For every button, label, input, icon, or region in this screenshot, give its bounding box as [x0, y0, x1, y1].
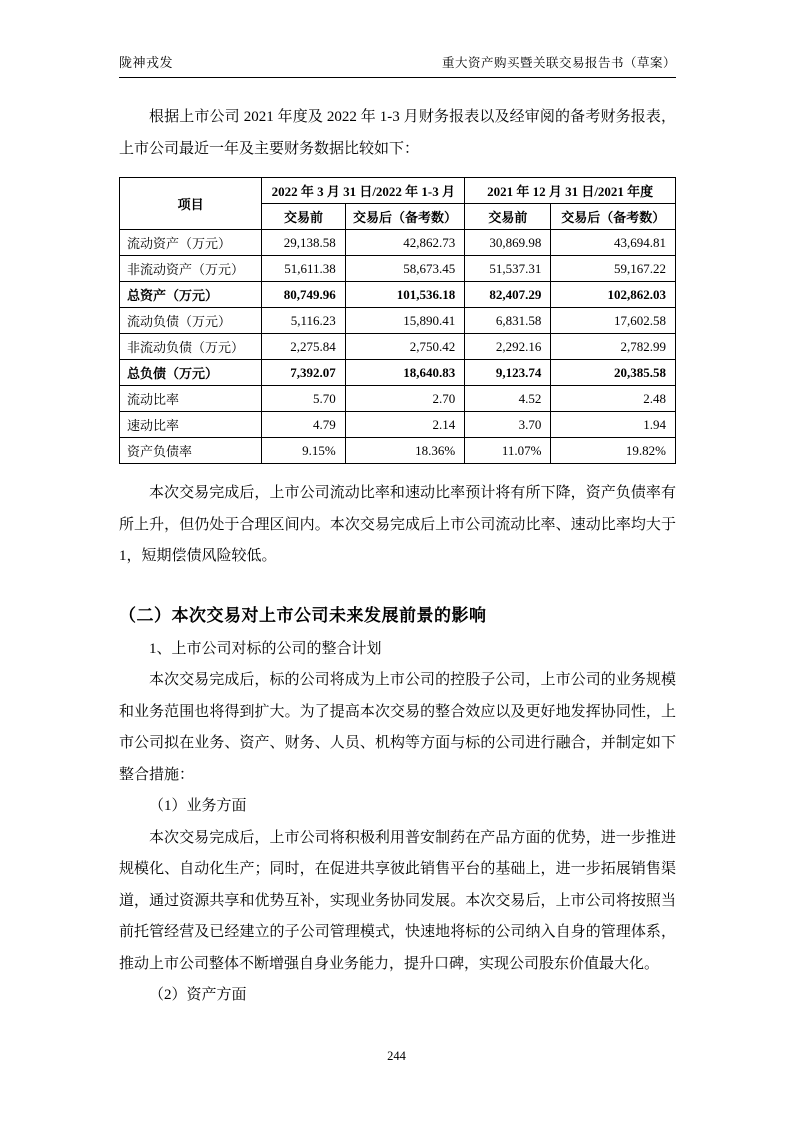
cell-value: 42,862.73: [345, 230, 465, 256]
cell-value: 4.52: [465, 386, 551, 412]
financial-comparison-table: [119, 177, 676, 464]
integration-paragraph: 本次交易完成后，标的公司将成为上市公司的控股子公司，上市公司的业务规模和业务范围也将得到扩大。为了提高本次交易的整合效应以及更好地发挥协同性，上市公司拟在业务、资产、财务、人员、机构等方面与标的公司进行融合，并制定如下整合措施：: [119, 672, 676, 783]
cell-value: 43,694.81: [551, 230, 676, 256]
cell-value: 2,782.99: [551, 334, 676, 360]
table-header-before-2022: 交易前: [262, 204, 345, 230]
cell-value: 59,167.22: [551, 256, 676, 282]
table-header-period-2021: 2021 年 12 月 31 日/2021 年度: [465, 178, 676, 204]
row-label: 流动负债（万元）: [120, 308, 262, 334]
cell-value: 2.70: [345, 386, 465, 412]
table-row-total-assets: [120, 282, 676, 308]
table-header-after-2021: 交易后（备考数）: [551, 204, 676, 230]
table-header-after-2022: 交易后（备考数）: [345, 204, 465, 230]
table-row-total-liabilities: [120, 360, 676, 386]
table-row-current-assets: [120, 230, 676, 256]
cell-value: 7,392.07: [262, 360, 345, 386]
cell-value: 2.48: [551, 386, 676, 412]
sub-heading-assets: （2）资产方面: [149, 987, 247, 1003]
cell-value: 4.79: [262, 412, 345, 438]
cell-value: 101,536.18: [345, 282, 465, 308]
cell-value: 51,537.31: [465, 256, 551, 282]
table-head: [120, 178, 676, 230]
cell-value: 29,138.58: [262, 230, 345, 256]
sub-heading-business: （1）业务方面: [149, 798, 247, 814]
table-row-noncurrent-liabilities: [120, 334, 676, 360]
cell-value: 2.14: [345, 412, 465, 438]
page-number: 244: [387, 1049, 406, 1063]
cell-value: 5,116.23: [262, 308, 345, 334]
table-header-row-groups: [120, 178, 676, 204]
row-label: 非流动资产（万元）: [120, 256, 262, 282]
business-paragraph: 本次交易完成后，上市公司将积极利用普安制药在产品方面的优势，进一步推进规模化、自动化生产；同时，在促进共享彼此销售平台的基础上，进一步拓展销售渠道，通过资源共享和优势互补，实现业务协同发展。本次交易后，上市公司将按照当前托管经营及已经建立的子公司管理模式，快速地将标的公司纳入自身的管理体系，推动上市公司整体不断增强自身业务能力，提升口碑，实现公司股东价值最大化。: [119, 829, 676, 972]
cell-value: 1.94: [551, 412, 676, 438]
row-label: 总负债（万元）: [120, 360, 262, 386]
cell-value: 15,890.41: [345, 308, 465, 334]
table-body: [120, 230, 676, 464]
cell-value: 58,673.45: [345, 256, 465, 282]
cell-value: 20,385.58: [551, 360, 676, 386]
row-label: 速动比率: [120, 412, 262, 438]
row-label: 流动资产（万元）: [120, 230, 262, 256]
row-label: 总资产（万元）: [120, 282, 262, 308]
table-row-current-ratio: [120, 386, 676, 412]
table-row-current-liabilities: [120, 308, 676, 334]
table-header-period-2022: 2022 年 3 月 31 日/2022 年 1-3 月: [262, 178, 465, 204]
cell-value: 9.15%: [262, 438, 345, 464]
cell-value: 51,611.38: [262, 256, 345, 282]
cell-value: 2,275.84: [262, 334, 345, 360]
cell-value: 3.70: [465, 412, 551, 438]
cell-value: 2,292.16: [465, 334, 551, 360]
row-label: 流动比率: [120, 386, 262, 412]
table-row-debt-ratio: [120, 438, 676, 464]
cell-value: 19.82%: [551, 438, 676, 464]
cell-value: 11.07%: [465, 438, 551, 464]
page-header: [119, 52, 676, 78]
table-row-noncurrent-assets: [120, 256, 676, 282]
row-label: 非流动负债（万元）: [120, 334, 262, 360]
cell-value: 102,862.03: [551, 282, 676, 308]
section-heading: （二）本次交易对上市公司未来发展前景的影响: [119, 605, 487, 625]
table-row-quick-ratio: [120, 412, 676, 438]
intro-paragraph: 根据上市公司 2021 年度及 2022 年 1-3 月财务报表以及经审阅的备考财务报表，上市公司最近一年及主要财务数据比较如下：: [119, 109, 676, 157]
header-company-name: 陇神戎发: [119, 55, 174, 70]
row-label: 资产负债率: [120, 438, 262, 464]
cell-value: 9,123.74: [465, 360, 551, 386]
cell-value: 2,750.42: [345, 334, 465, 360]
table-header-before-2021: 交易前: [465, 204, 551, 230]
header-report-title: 重大资产购买暨关联交易报告书（草案）: [441, 56, 676, 70]
sub-heading-integration-plan: 1、上市公司对标的公司的整合计划: [149, 640, 382, 657]
cell-value: 18.36%: [345, 438, 465, 464]
cell-value: 5.70: [262, 386, 345, 412]
table-header-item: 项目: [120, 178, 262, 230]
cell-value: 17,602.58: [551, 308, 676, 334]
analysis-paragraph: 本次交易完成后，上市公司流动比率和速动比率预计将有所下降，资产负债率有所上升，但仍处于合理区间内。本次交易完成后上市公司流动比率、速动比率均大于 1，短期偿债风险较低。: [119, 485, 676, 564]
cell-value: 82,407.29: [465, 282, 551, 308]
cell-value: 30,869.98: [465, 230, 551, 256]
cell-value: 18,640.83: [345, 360, 465, 386]
cell-value: 6,831.58: [465, 308, 551, 334]
cell-value: 80,749.96: [262, 282, 345, 308]
